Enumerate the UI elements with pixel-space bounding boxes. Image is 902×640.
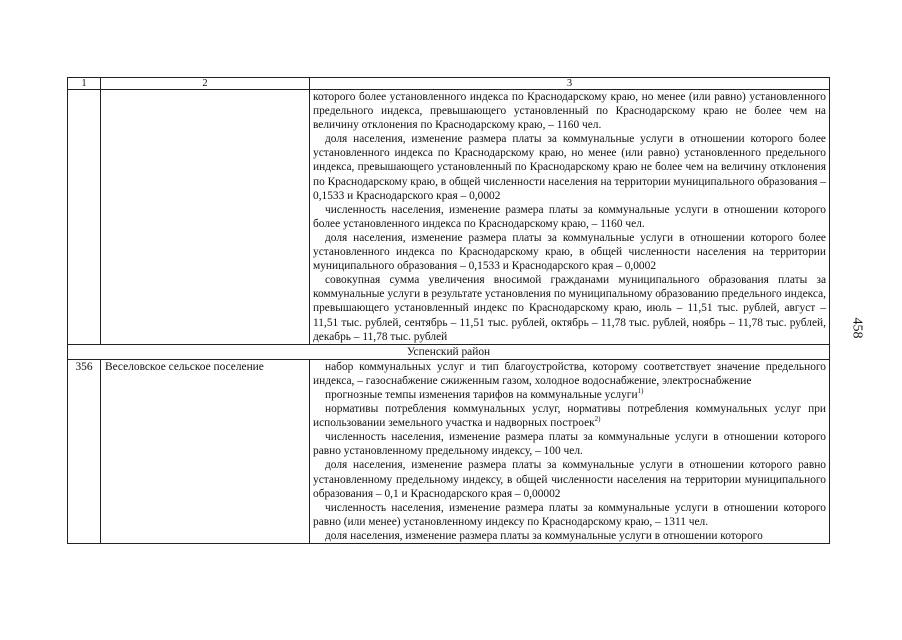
paragraph: доля населения, изменение размера платы за коммунальные услуги в отношении которого более установленного индекса по Краснодарскому краю, но менее (или равно) установленного предельного индекса, превышающего установленный по Краснодарскому краю не более чем на величину отклонения по Краснодарскому краю, в общей численности населения на территории муниципального образования – 0,1533 и Краснодарского края – 0,0002 xyxy=(313,133,826,202)
table-header-row xyxy=(68,78,830,90)
paragraph: численность населения, изменение размера платы за коммунальные услуги в отношении которого более установленного индекса по Краснодарскому краю, – 1160 чел. xyxy=(313,203,826,230)
table-row-entry xyxy=(68,359,830,543)
paragraph: доля населения, изменение размера платы за коммунальные услуги в отношении которого равно установленному предельному индексу, в общей численности населения на территории муниципального образования – 0,1 и Краснодарского края – 0,00002 xyxy=(313,459,826,500)
entry-text-cell xyxy=(310,359,830,543)
paragraph: доля населения, изменение размера платы за коммунальные услуги в отношении которого xyxy=(325,529,763,542)
continuation-number-cell xyxy=(68,90,101,345)
entry-name: Веселовское сельское поселение xyxy=(101,359,310,543)
paragraph-text: нормативы потребления коммунальных услуг, нормативы потребления коммунальных услуг при использовании земельного участка и надворных построек xyxy=(313,403,826,430)
region-title: Успенский район xyxy=(68,344,830,359)
paragraph-text: прогнозные темпы изменения тарифов на коммунальные услуги xyxy=(325,388,638,401)
header-col-2: 2 xyxy=(101,78,310,90)
paragraph: доля населения, изменение размера платы за коммунальные услуги в отношении которого более установленного индекса по Краснодарскому краю, в общей численности населения на территории муниципального образования – 0,1533 и Краснодарского края – 0,0002 xyxy=(313,231,826,273)
paragraph: которого более установленного индекса по Краснодарскому краю, но менее (или равно) установленного предельного индекса, превышающего установленный по Краснодарскому краю не более чем на величину отклонения по Краснодарскому краю, – 1160 чел. xyxy=(313,91,826,132)
continuation-name-cell xyxy=(101,90,310,345)
header-col-1: 1 xyxy=(68,78,101,90)
header-col-3: 3 xyxy=(310,78,830,90)
continuation-text-cell xyxy=(310,90,830,345)
paragraph: совокупная сумма увеличения вносимой гражданами муниципального образования платы за коммунальные услуги в результате установления по муниципальному образованию предельного индекса, превышающего установленный индекс по Краснодарскому краю, июль – 11,51 тыс. рублей, август – 11,51 тыс. рублей, сентябрь – 11,51 тыс. рублей, октябрь – 11,78 тыс. рублей, ноябрь – 11,78 тыс. рублей, декабрь – 11,78 тыс. рублей xyxy=(313,274,826,343)
table-row-region xyxy=(68,344,830,359)
paragraph: численность населения, изменение размера платы за коммунальные услуги в отношении которого равно (или менее) установленному индексу по Краснодарскому краю, – 1311 чел. xyxy=(313,501,826,528)
document-table xyxy=(67,77,830,544)
entry-number: 356 xyxy=(68,359,101,543)
paragraph xyxy=(313,388,826,402)
footnote-mark: 2) xyxy=(594,415,601,424)
paragraph: набор коммунальных услуг и тип благоустройства, которому соответствует значение предельного индекса, – газоснабжение сжиженным газом, холодное водоснабжение, электроснабжение xyxy=(313,360,826,387)
footnote-mark: 1) xyxy=(637,387,644,396)
table-row-continuation xyxy=(68,90,830,345)
paragraph: численность населения, изменение размера платы за коммунальные услуги в отношении которого равно установленному предельному индексу, – 100 чел. xyxy=(313,431,826,458)
page-number: 458 xyxy=(849,317,865,339)
paragraph xyxy=(313,402,826,430)
